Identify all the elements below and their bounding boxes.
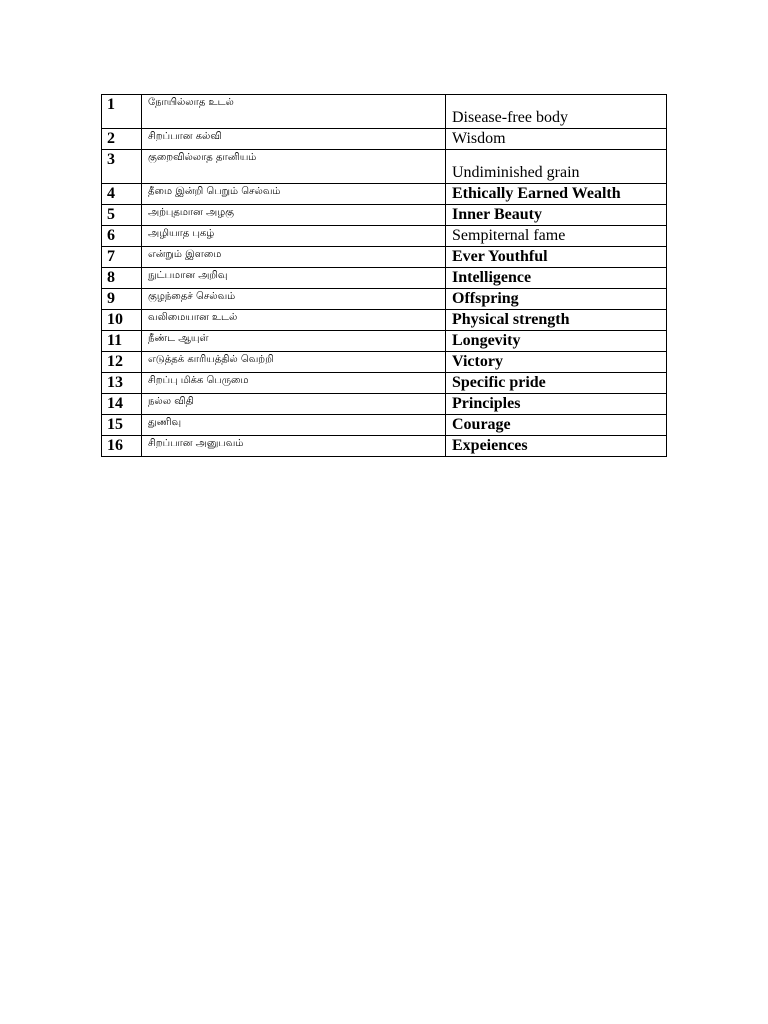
tamil-term: குறைவில்லாத தானியம் [142, 150, 446, 184]
table-row [102, 310, 667, 331]
table-row [102, 150, 667, 184]
row-number: 8 [102, 268, 142, 289]
table-row [102, 184, 667, 205]
table-row [102, 331, 667, 352]
english-translation: Courage [446, 415, 667, 436]
row-number: 3 [102, 150, 142, 184]
table-row [102, 95, 667, 129]
table-row [102, 129, 667, 150]
table-body [102, 95, 667, 457]
tamil-term: தீமை இன்றி பெறும் செல்வம் [142, 184, 446, 205]
tamil-term: சிறப்பான கல்வி [142, 129, 446, 150]
table-row [102, 436, 667, 457]
row-number: 11 [102, 331, 142, 352]
tamil-term: நுட்பமான அறிவு [142, 268, 446, 289]
row-number: 4 [102, 184, 142, 205]
english-translation: Victory [446, 352, 667, 373]
table-row [102, 415, 667, 436]
row-number: 2 [102, 129, 142, 150]
english-translation: Ever Youthful [446, 247, 667, 268]
english-translation: Wisdom [446, 129, 667, 150]
tamil-term: குழந்தைச் செல்வம் [142, 289, 446, 310]
tamil-term: நல்ல விதி [142, 394, 446, 415]
row-number: 5 [102, 205, 142, 226]
row-number: 9 [102, 289, 142, 310]
english-translation: Principles [446, 394, 667, 415]
english-translation: Offspring [446, 289, 667, 310]
row-number: 7 [102, 247, 142, 268]
row-number: 1 [102, 95, 142, 129]
row-number: 16 [102, 436, 142, 457]
tamil-term: நோயில்லாத உடல் [142, 95, 446, 129]
tamil-term: அழியாத புகழ் [142, 226, 446, 247]
table-row [102, 352, 667, 373]
tamil-term: துணிவு [142, 415, 446, 436]
english-translation: Disease-free body [446, 95, 667, 129]
row-number: 15 [102, 415, 142, 436]
tamil-term: சிறப்பு மிக்க பெருமை [142, 373, 446, 394]
english-translation: Undiminished grain [446, 150, 667, 184]
english-translation: Intelligence [446, 268, 667, 289]
english-translation: Longevity [446, 331, 667, 352]
table-row [102, 226, 667, 247]
row-number: 12 [102, 352, 142, 373]
english-translation: Sempiternal fame [446, 226, 667, 247]
table-row [102, 205, 667, 226]
row-number: 10 [102, 310, 142, 331]
tamil-term: வலிமையான உடல் [142, 310, 446, 331]
table-row [102, 289, 667, 310]
tamil-term: நீண்ட ஆயுள் [142, 331, 446, 352]
tamil-term: என்றும் இளமை [142, 247, 446, 268]
tamil-term: அற்புதமான அழகு [142, 205, 446, 226]
english-translation: Physical strength [446, 310, 667, 331]
row-number: 13 [102, 373, 142, 394]
english-translation: Ethically Earned Wealth [446, 184, 667, 205]
table-row [102, 268, 667, 289]
row-number: 6 [102, 226, 142, 247]
english-translation: Specific pride [446, 373, 667, 394]
row-number: 14 [102, 394, 142, 415]
table-row [102, 247, 667, 268]
english-translation: Inner Beauty [446, 205, 667, 226]
table-row [102, 373, 667, 394]
tamil-term: சிறப்பான அனுபவம் [142, 436, 446, 457]
blessings-table [101, 94, 667, 457]
english-translation: Expeiences [446, 436, 667, 457]
table-row [102, 394, 667, 415]
tamil-term: எடுத்தக் காரியத்தில் வெற்றி [142, 352, 446, 373]
